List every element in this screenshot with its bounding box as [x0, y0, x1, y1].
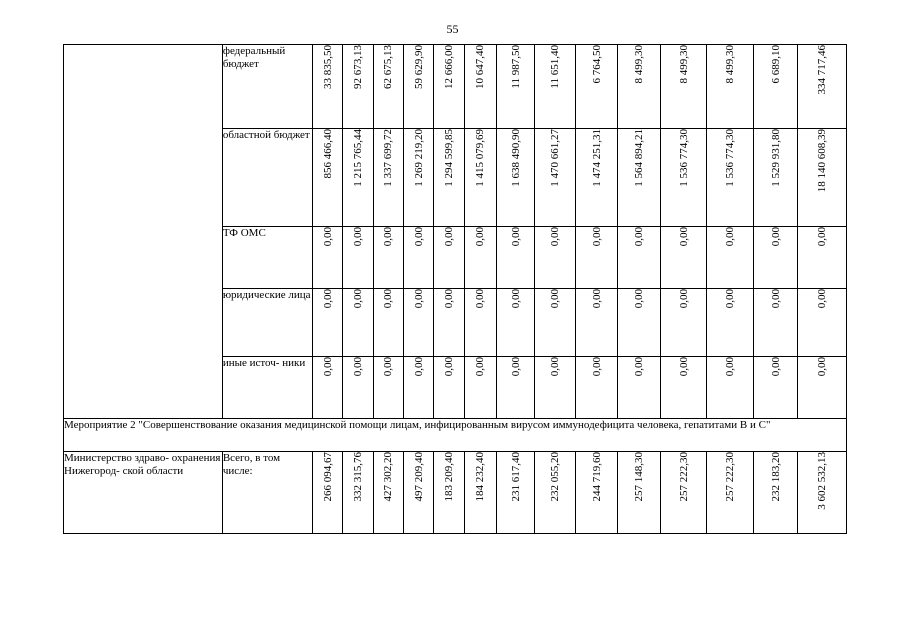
value-cell: 0,00 — [382, 289, 395, 309]
total-value-cell: 0,00 — [816, 227, 829, 247]
value-cell: 0,00 — [351, 227, 364, 247]
value-cell: 0,00 — [633, 357, 646, 377]
value-cell: 1 638 490,90 — [509, 129, 522, 187]
page-number: 55 — [446, 22, 459, 36]
value-cell: 0,00 — [677, 227, 690, 247]
value-cell: 1 564 894,21 — [633, 129, 646, 187]
value-cell: 0,00 — [351, 289, 364, 309]
value-cell: 10 647,40 — [474, 45, 487, 89]
value-cell: 0,00 — [724, 357, 737, 377]
value-cell: 0,00 — [442, 357, 455, 377]
value-cell: 0,00 — [442, 289, 455, 309]
row-label-total: Всего, в том числе: — [222, 452, 312, 534]
value-cell: 856 466,40 — [321, 129, 334, 179]
value-cell: 232 183,20 — [769, 452, 782, 502]
value-cell: 0,00 — [677, 289, 690, 309]
value-cell: 1 536 774,30 — [677, 129, 690, 187]
value-cell: 0,00 — [633, 289, 646, 309]
value-cell: 257 222,30 — [677, 452, 690, 502]
value-cell: 332 315,76 — [351, 452, 364, 502]
value-cell: 11 651,40 — [549, 45, 562, 89]
value-cell: 0,00 — [549, 289, 562, 309]
responsible-org: Министерство здраво- охранения Нижегород- ской области — [64, 452, 223, 534]
value-cell: 0,00 — [590, 357, 603, 377]
value-cell: 62 675,13 — [382, 45, 395, 89]
value-cell: 0,00 — [509, 289, 522, 309]
value-cell: 1 536 774,30 — [724, 129, 737, 187]
value-cell: 0,00 — [474, 357, 487, 377]
value-cell: 0,00 — [590, 289, 603, 309]
value-cell: 0,00 — [724, 227, 737, 247]
value-cell: 1 474 251,31 — [590, 129, 603, 187]
row-label-legal: юридические лица — [222, 289, 312, 357]
funding-row-federal — [64, 45, 847, 129]
row-label-federal: федеральный бюджет — [222, 45, 312, 129]
value-cell: 0,00 — [769, 227, 782, 247]
value-cell: 184 232,40 — [474, 452, 487, 502]
value-cell: 427 302,20 — [382, 452, 395, 502]
responsible-cell-empty — [64, 45, 223, 419]
responsible-row — [64, 452, 847, 534]
value-cell: 0,00 — [509, 227, 522, 247]
value-cell: 183 209,40 — [442, 452, 455, 502]
value-cell: 0,00 — [590, 227, 603, 247]
value-cell: 0,00 — [474, 227, 487, 247]
value-cell: 0,00 — [769, 289, 782, 309]
value-cell: 257 148,30 — [633, 452, 646, 502]
value-cell: 92 673,13 — [351, 45, 364, 89]
total-value-cell: 3 602 532,13 — [816, 452, 829, 510]
row-label-omc: ТФ ОМС — [222, 227, 312, 289]
value-cell: 0,00 — [724, 289, 737, 309]
value-cell: 244 719,60 — [590, 452, 603, 502]
value-cell: 0,00 — [321, 289, 334, 309]
value-cell: 0,00 — [382, 227, 395, 247]
value-cell: 6 764,50 — [590, 45, 603, 84]
measure-row — [64, 419, 847, 452]
value-cell: 0,00 — [382, 357, 395, 377]
total-value-cell: 0,00 — [816, 289, 829, 309]
value-cell: 0,00 — [677, 357, 690, 377]
value-cell: 231 617,40 — [509, 452, 522, 502]
total-value-cell: 18 140 608,39 — [816, 129, 829, 193]
value-cell: 1 215 765,44 — [351, 129, 364, 187]
value-cell: 12 666,00 — [442, 45, 455, 89]
value-cell: 1 269 219,20 — [412, 129, 425, 187]
value-cell: 266 094,67 — [321, 452, 334, 502]
value-cell: 0,00 — [351, 357, 364, 377]
value-cell: 1 337 699,72 — [382, 129, 395, 187]
row-label-regional: областной бюджет — [222, 129, 312, 227]
value-cell: 0,00 — [509, 357, 522, 377]
value-cell: 0,00 — [769, 357, 782, 377]
row-label-other: иные источ- ники — [222, 357, 312, 419]
value-cell: 0,00 — [321, 357, 334, 377]
value-cell: 33 835,50 — [321, 45, 334, 89]
value-cell: 0,00 — [412, 357, 425, 377]
value-cell: 8 499,30 — [633, 45, 646, 84]
value-cell: 0,00 — [474, 289, 487, 309]
value-cell: 0,00 — [321, 227, 334, 247]
value-cell: 0,00 — [633, 227, 646, 247]
value-cell: 1 294 599,85 — [442, 129, 455, 187]
value-cell: 59 629,90 — [412, 45, 425, 89]
total-value-cell: 0,00 — [816, 357, 829, 377]
total-value-cell: 334 717,46 — [816, 45, 829, 95]
value-cell: 1 470 661,27 — [549, 129, 562, 187]
value-cell: 0,00 — [549, 227, 562, 247]
budget-table — [63, 44, 847, 534]
value-cell: 8 499,30 — [724, 45, 737, 84]
value-cell: 0,00 — [412, 227, 425, 247]
value-cell: 0,00 — [549, 357, 562, 377]
value-cell: 232 055,20 — [549, 452, 562, 502]
value-cell: 0,00 — [442, 227, 455, 247]
value-cell: 1 415 079,69 — [474, 129, 487, 187]
value-cell: 1 529 931,80 — [769, 129, 782, 187]
value-cell: 257 222,30 — [724, 452, 737, 502]
value-cell: 8 499,30 — [677, 45, 690, 84]
value-cell: 11 987,50 — [509, 45, 522, 89]
value-cell: 0,00 — [412, 289, 425, 309]
value-cell: 497 209,40 — [412, 452, 425, 502]
value-cell: 6 689,10 — [769, 45, 782, 84]
measure-title: Мероприятие 2 "Совершенствование оказания медицинской помощи лицам, инфицированным вирусом иммунодефицита человека, гепатитами В и С" — [64, 419, 847, 452]
